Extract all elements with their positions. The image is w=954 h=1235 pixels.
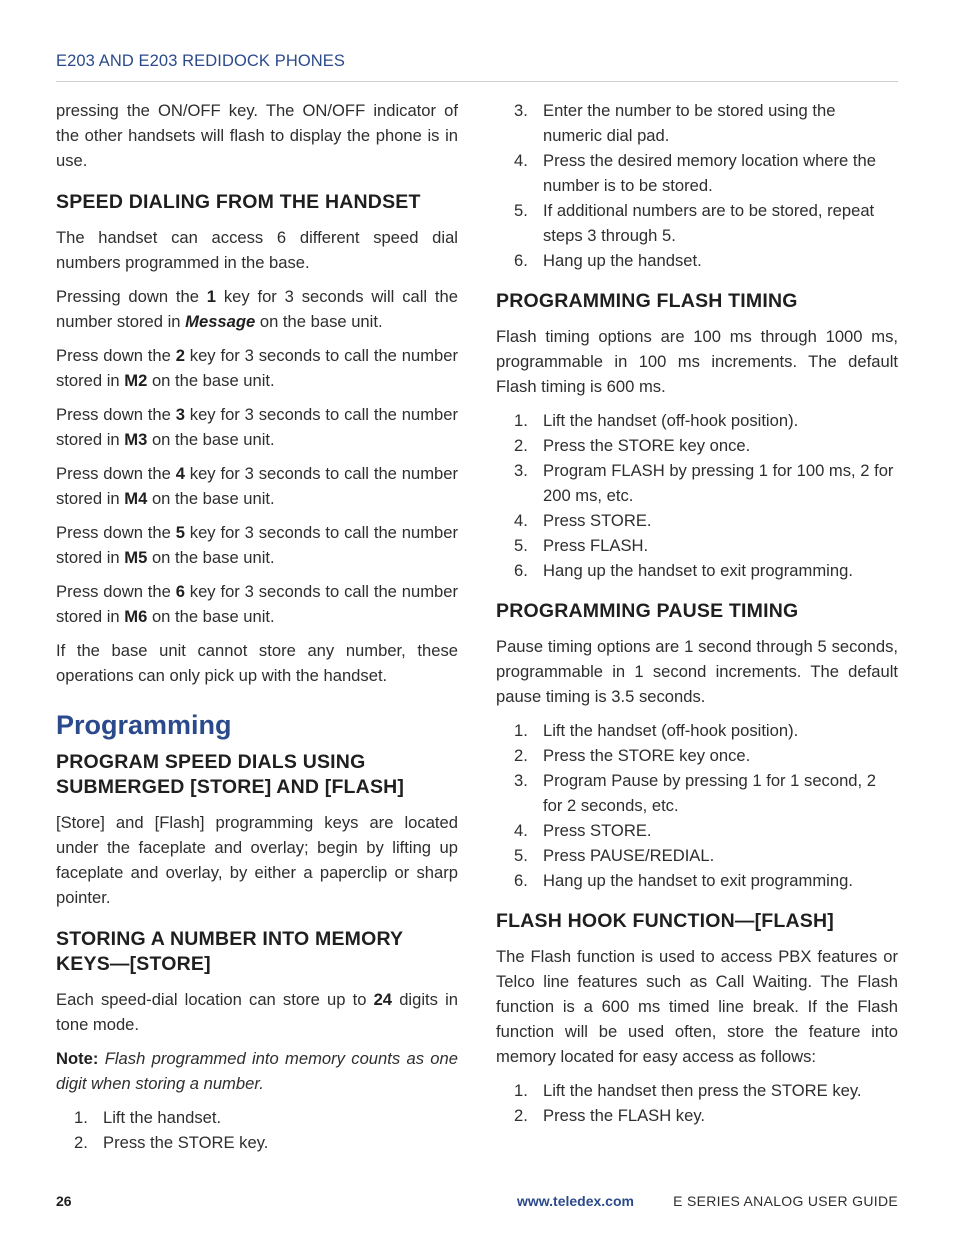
- flash-timing-paragraph: Flash timing options are 100 ms through 1000 ms, programmable in 100 ms increments. The default Flash timing is 600 ms.: [496, 327, 898, 396]
- speed-key-3-paragraph: Press down the 3 key for 3 seconds to call the number stored in M3 on the base unit.: [56, 405, 459, 449]
- flash-hook-heading: FLASH HOOK FUNCTION—[FLASH]: [496, 910, 834, 932]
- intro-paragraph: pressing the ON/OFF key. The ON/OFF indicator of the other handsets will flash to display the phone is in use.: [56, 101, 458, 170]
- list-item: 4. Press STORE.: [514, 821, 652, 840]
- guide-title: E SERIES ANALOG USER GUIDE: [673, 1193, 898, 1209]
- flash-timing-steps-list: [496, 408, 898, 583]
- flash-timing-heading: PROGRAMMING FLASH TIMING: [496, 290, 798, 312]
- list-item: 3. Program Pause by pressing 1 for 1 second, 2 for 2 seconds, etc.: [514, 771, 876, 815]
- page-header: [56, 52, 898, 82]
- list-item: 6. Hang up the handset to exit programming.: [514, 561, 853, 580]
- flash-hook-steps-list: [496, 1078, 898, 1128]
- storing-heading: STORING A NUMBER INTO MEMORY KEYS—[STORE]: [56, 928, 404, 975]
- list-item: 6. Hang up the handset to exit programming.: [514, 871, 853, 890]
- page-footer: [56, 1193, 898, 1215]
- list-item: 2. Press the STORE key once.: [514, 746, 751, 765]
- list-item: 1. Lift the handset (off-hook position).: [514, 411, 799, 430]
- storing-note: Note: Flash programmed into memory counts as one digit when storing a number.: [56, 1049, 458, 1093]
- speed-key-4-paragraph: Press down the 4 key for 3 seconds to call the number stored in M4 on the base unit.: [56, 464, 459, 508]
- page-number: 26: [56, 1193, 72, 1209]
- list-item: 5. Press PAUSE/REDIAL.: [514, 846, 715, 865]
- website-link[interactable]: www.teledex.com: [517, 1193, 634, 1209]
- speed-dialing-paragraph: The handset can access 6 different speed dial numbers programmed in the base.: [56, 228, 458, 272]
- speed-key-2-paragraph: Press down the 2 key for 3 seconds to call the number stored in M2 on the base unit.: [56, 346, 459, 390]
- flash-hook-paragraph: The Flash function is used to access PBX features or Telco line features such as Call Waiting. The Flash function is a 600 ms timed line break. If the Flash function will be used often, store the feature into memory located for easy access as follows:: [496, 947, 898, 1066]
- header-title: E203 AND E203 REDIDOCK PHONES: [56, 52, 346, 70]
- list-item: 2. Press the STORE key.: [74, 1133, 269, 1152]
- speed-key-1-paragraph: Pressing down the 1 key for 3 seconds will call the number stored in Message on the base unit.: [56, 287, 458, 331]
- list-item: 3. Program FLASH by pressing 1 for 100 ms, 2 for 200 ms, etc.: [514, 461, 894, 505]
- list-item: 1. Lift the handset then press the STORE key.: [514, 1081, 862, 1100]
- list-item: 2. Press the STORE key once.: [514, 436, 751, 455]
- pause-timing-heading: PROGRAMMING PAUSE TIMING: [496, 600, 799, 622]
- pause-timing-paragraph: Pause timing options are 1 second through 5 seconds, programmable in 1 second increments. The default pause timing is 3.5 seconds.: [496, 637, 898, 706]
- list-item: 4. Press STORE.: [514, 511, 652, 530]
- list-item: 3. Enter the number to be stored using the numeric dial pad.: [514, 101, 836, 145]
- speed-key-5-paragraph: Press down the 5 key for 3 seconds to call the number stored in M5 on the base unit.: [56, 523, 459, 567]
- programming-title: Programming: [56, 710, 232, 740]
- submerged-heading: PROGRAM SPEED DIALS USING SUBMERGED [STORE] AND [FLASH]: [56, 751, 405, 798]
- speed-dialing-note-paragraph: If the base unit cannot store any number, these operations can only pick up with the handset.: [56, 641, 458, 685]
- speed-key-6-paragraph: Press down the 6 key for 3 seconds to call the number stored in M6 on the base unit.: [56, 582, 459, 626]
- list-item: 2. Press the FLASH key.: [514, 1106, 705, 1125]
- submerged-paragraph: [Store] and [Flash] programming keys are located under the faceplate and overlay; begin by lifting up faceplate and overlay, by either a paperclip or sharp pointer.: [56, 813, 458, 907]
- left-column: [56, 98, 458, 1155]
- list-item: 5. If additional numbers are to be stored, repeat steps 3 through 5.: [514, 201, 875, 245]
- list-item: 6. Hang up the handset.: [514, 251, 702, 270]
- list-item: 1. Lift the handset.: [74, 1108, 222, 1127]
- pause-timing-steps-list: [496, 718, 898, 893]
- speed-dialing-heading: SPEED DIALING FROM THE HANDSET: [56, 191, 421, 213]
- storing-paragraph: Each speed-dial location can store up to 24 digits in tone mode.: [56, 990, 458, 1034]
- list-item: 1. Lift the handset (off-hook position).: [514, 721, 799, 740]
- store-steps-list: [56, 1105, 458, 1155]
- list-item: 4. Press the desired memory location where the number is to be stored.: [514, 151, 876, 195]
- list-item: 5. Press FLASH.: [514, 536, 649, 555]
- right-column: [496, 98, 898, 1128]
- store-steps-continued-list: [496, 98, 898, 273]
